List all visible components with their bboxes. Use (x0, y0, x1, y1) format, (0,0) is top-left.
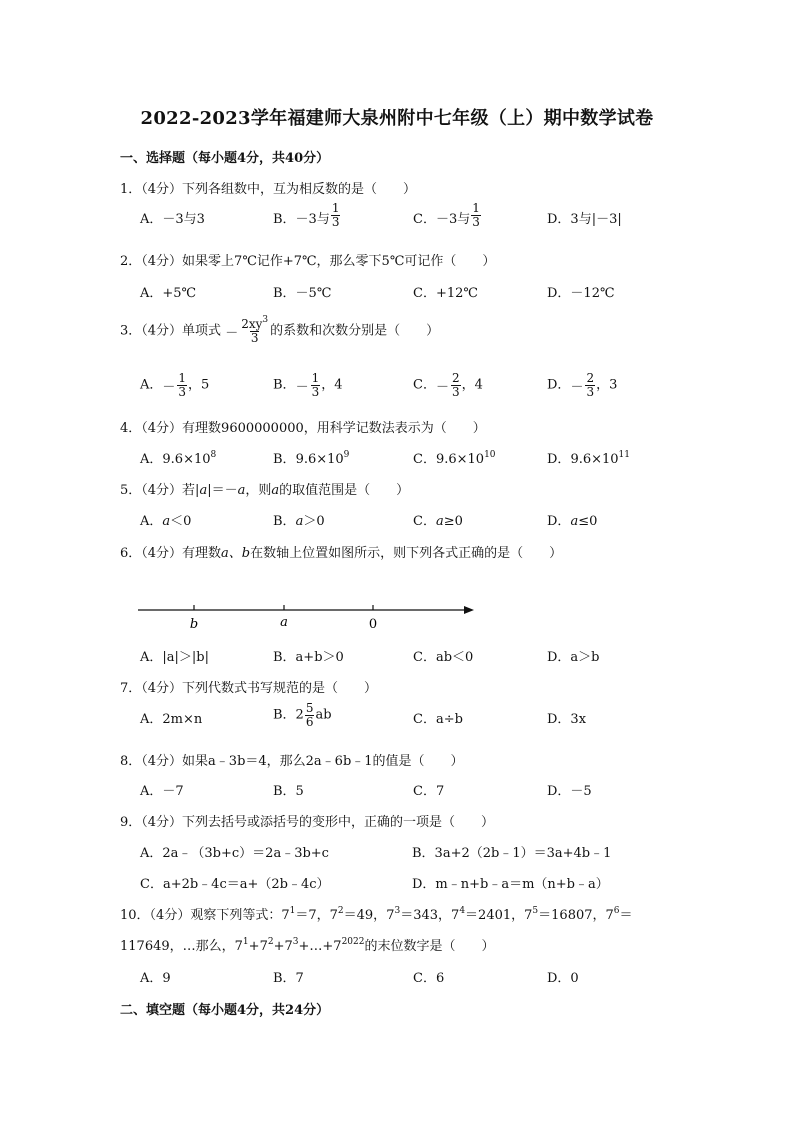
option-d[interactable]: D．3与|－3| (547, 212, 622, 227)
option-d[interactable] (547, 448, 630, 467)
relation: ≤0 (578, 514, 598, 529)
question-9: 9．（4分）下列去括号或添括号的变形中，正确的一项是（ ） (120, 815, 495, 830)
option-label: C． (413, 514, 436, 529)
variable: a (162, 514, 171, 529)
exponent: 8 (210, 450, 217, 460)
question-4: 4．（4分）有理数9600000000，用科学记数法表示为（ ） (120, 421, 486, 436)
option-c-text: C．－3与 (413, 212, 471, 227)
power-base: 7 (329, 908, 338, 923)
option-label: D． (547, 514, 571, 529)
numerator: 2 (451, 371, 460, 385)
question-4-options (140, 448, 740, 478)
option-a[interactable]: A．+5℃ (140, 286, 197, 301)
denominator: 3 (311, 384, 320, 399)
option-label: A． (140, 452, 163, 467)
option-a[interactable]: A．2a﹣（3b+c）＝2a﹣3b+c (140, 846, 329, 861)
exponent: 10 (484, 450, 496, 460)
option-label: A． (140, 514, 163, 529)
option-b[interactable]: B． － $\frac{1}{3}$ ，4 (273, 371, 343, 399)
option-d[interactable]: D．－5 (547, 784, 592, 799)
question-9-options-row1 (140, 842, 740, 872)
option-a[interactable]: A． － $\frac{1}{3}$ ，5 (140, 371, 210, 399)
question-3-prefix: 3．（4分）单项式 (120, 323, 222, 339)
power-exponent: 4 (459, 906, 466, 916)
question-2: 2．（4分）如果零上7℃记作+7℃，那么零下5℃可记作（ ） (120, 254, 496, 269)
base: 9.6×10 (570, 452, 619, 467)
question-1-options (140, 201, 740, 238)
variable: a (199, 483, 208, 498)
option-c[interactable]: C． － $\frac{2}{3}$ ，4 (413, 371, 483, 399)
exponent: 3 (262, 315, 269, 325)
operator: + (248, 939, 260, 954)
question-6-options (140, 646, 740, 676)
option-c[interactable]: C．+12℃ (413, 286, 478, 301)
option-a[interactable]: A．－7 (140, 784, 184, 799)
power-value: ＝16807， (538, 908, 606, 923)
power-value: ＝49， (343, 908, 387, 923)
option-label: B． (273, 514, 296, 529)
option-d[interactable]: D． － $\frac{2}{3}$ ，3 (547, 371, 618, 399)
option-d[interactable]: D．a＞b (547, 650, 600, 665)
power-value: ＝2401， (465, 908, 525, 923)
text: 6．（4分）有理数 (120, 546, 222, 561)
text: ，则 (245, 483, 272, 498)
option-d[interactable]: D．0 (547, 971, 579, 986)
option-d[interactable] (547, 510, 597, 529)
denominator: 3 (250, 330, 259, 345)
option-c[interactable]: C．a÷b (413, 712, 463, 727)
question-5 (120, 479, 409, 498)
power-value: ＝343， (400, 908, 452, 923)
degree: ，4 (461, 377, 483, 393)
option-c[interactable] (413, 510, 463, 529)
variable: a (435, 514, 444, 529)
power-exponent: 3 (394, 906, 401, 916)
section-heading-choice: 一、选择题（每小题4分，共40分） (120, 151, 330, 166)
option-a[interactable] (140, 448, 216, 467)
text: |＝－ (207, 483, 238, 498)
denominator: 3 (586, 384, 595, 399)
question-7: 7．（4分）下列代数式书写规范的是（ ） (120, 681, 378, 696)
question-3 (120, 315, 440, 345)
denominator: 3 (472, 215, 480, 229)
text: 10．（4分）观察下列等式： (120, 908, 282, 923)
power-equations (281, 908, 632, 923)
text: 117649，…那么， (120, 939, 235, 954)
degree: ，3 (596, 377, 618, 393)
option-b-text: B．－3与 (273, 212, 330, 227)
numerator: 1 (472, 201, 480, 216)
option-b[interactable] (273, 201, 341, 229)
option-a[interactable]: A．|a|＞|b| (140, 650, 209, 665)
denominator: 3 (178, 384, 187, 399)
denominator: 3 (451, 384, 460, 399)
exponent: 9 (343, 450, 350, 460)
question-6 (120, 542, 562, 561)
power-exponent: 1 (289, 906, 296, 916)
power-exponent: 1 (242, 937, 249, 947)
numerator: 1 (311, 371, 320, 385)
question-8: 8．（4分）如果a﹣3b＝4，那么2a﹣6b﹣1的值是（ ） (120, 754, 464, 769)
variable: a (570, 514, 579, 529)
text: 的取值范围是（ ） (279, 483, 410, 498)
numerator: 1 (178, 371, 187, 385)
option-d[interactable]: D．m﹣n+b﹣a＝m（n+b﹣a） (412, 877, 609, 892)
numerator: 5 (305, 701, 314, 715)
variable: a (295, 514, 304, 529)
option-b[interactable]: B．3a+2（2b﹣1）＝3a+4b﹣1 (412, 846, 612, 861)
option-label: A． (140, 377, 163, 393)
option-label: B． (273, 377, 296, 393)
question-3-options (140, 372, 740, 402)
text: 5．（4分）若| (120, 483, 200, 498)
question-9-options-row2 (140, 873, 740, 903)
variable: a (271, 483, 280, 498)
numerator: 2xy (241, 317, 263, 331)
variable: a (237, 483, 246, 498)
base: 9.6×10 (162, 452, 211, 467)
degree: ，4 (321, 377, 343, 393)
power-exponent: 6 (613, 906, 620, 916)
power-base: 7 (333, 939, 342, 954)
power-base: 7 (281, 908, 290, 923)
option-label: C． (413, 377, 436, 393)
option-b[interactable] (273, 448, 349, 467)
question-5-options (140, 510, 740, 540)
question-10-options (140, 967, 740, 997)
numerator: 1 (331, 201, 340, 216)
option-b[interactable] (273, 702, 332, 728)
option-c[interactable] (413, 448, 496, 467)
denominator: 3 (331, 215, 340, 229)
variables: a、b (221, 546, 251, 561)
option-label: B． (273, 452, 296, 467)
base: 9.6×10 (435, 452, 485, 467)
power-value: ＝7， (295, 908, 330, 923)
power-base: 7 (284, 939, 293, 954)
power-exponent: 2 (337, 906, 344, 916)
option-a[interactable] (140, 510, 191, 529)
question-10-line1 (120, 904, 633, 923)
fraction (471, 202, 481, 228)
option-b[interactable]: B．－5℃ (273, 286, 332, 301)
option-b[interactable]: B．7 (273, 971, 304, 986)
question-2-options (140, 282, 740, 312)
numerator: 2 (586, 371, 595, 385)
fraction (331, 202, 341, 228)
question-8-options (140, 780, 740, 810)
denominator: 6 (305, 714, 314, 729)
option-c[interactable] (413, 201, 482, 229)
option-a[interactable]: A．－3与3 (140, 212, 205, 227)
label-0: 0 (368, 617, 378, 632)
label-b: b (189, 617, 199, 632)
page-title: 2022-2023学年福建师大泉州附中七年级（上）期中数学试卷 (140, 108, 654, 129)
monomial: － $\frac{2xy^3}{3}$ (225, 315, 269, 345)
option-b[interactable] (273, 510, 325, 529)
option-d[interactable]: D．3x (547, 712, 587, 727)
option-d[interactable]: D．－12℃ (547, 286, 615, 301)
section-heading-fill: 二、填空题（每小题4分，共24分） (120, 1003, 330, 1018)
relation: ≥0 (443, 514, 463, 529)
label-a: a (280, 615, 288, 630)
base: 9.6×10 (295, 452, 344, 467)
power-exponent: 5 (532, 906, 539, 916)
power-base: 7 (259, 939, 268, 954)
power-base: 7 (524, 908, 533, 923)
power-sum (235, 939, 365, 954)
power-base: 7 (234, 939, 243, 954)
option-c[interactable]: C．6 (413, 971, 445, 986)
option-b[interactable]: B．a+b＞0 (273, 650, 344, 665)
question-1: 1．（4分）下列各组数中，互为相反数的是（ ） (120, 182, 417, 197)
operator: + (273, 939, 285, 954)
question-3-suffix: 的系数和次数分别是（ ） (270, 323, 440, 339)
option-a[interactable]: A．9 (140, 971, 171, 986)
relation: ＜0 (170, 514, 192, 529)
power-exponent: 3 (292, 937, 299, 947)
question-10-line2 (120, 935, 495, 954)
option-a[interactable]: A．2m×n (140, 712, 203, 727)
degree: ，5 (188, 377, 210, 393)
text: 在数轴上位置如图所示，则下列各式正确的是（ ） (250, 546, 563, 561)
option-b[interactable]: B．5 (273, 784, 304, 799)
option-c[interactable]: C．ab＜0 (413, 650, 474, 665)
exponent: 11 (618, 450, 630, 460)
option-b-tail: ab (315, 707, 332, 723)
power-base: 7 (386, 908, 395, 923)
power-base: 7 (605, 908, 614, 923)
power-exponent: 2 (267, 937, 274, 947)
option-c[interactable]: C．a+2b﹣4c＝a+（2b﹣4c） (140, 877, 330, 892)
option-c[interactable]: C．7 (413, 784, 445, 799)
option-label: C． (413, 452, 436, 467)
power-exponent: 2022 (341, 937, 365, 947)
option-label: B．2 (273, 707, 304, 723)
operator: +…+ (298, 939, 334, 954)
number-line-arrow (464, 606, 474, 614)
option-label: D． (547, 452, 571, 467)
option-label: D． (547, 377, 571, 393)
text: 的末位数字是（ ） (364, 939, 495, 954)
power-base: 7 (451, 908, 460, 923)
power-value: ＝ (619, 908, 633, 923)
relation: ＞0 (303, 514, 325, 529)
question-7-options (140, 701, 740, 738)
number-line-figure (138, 596, 483, 636)
